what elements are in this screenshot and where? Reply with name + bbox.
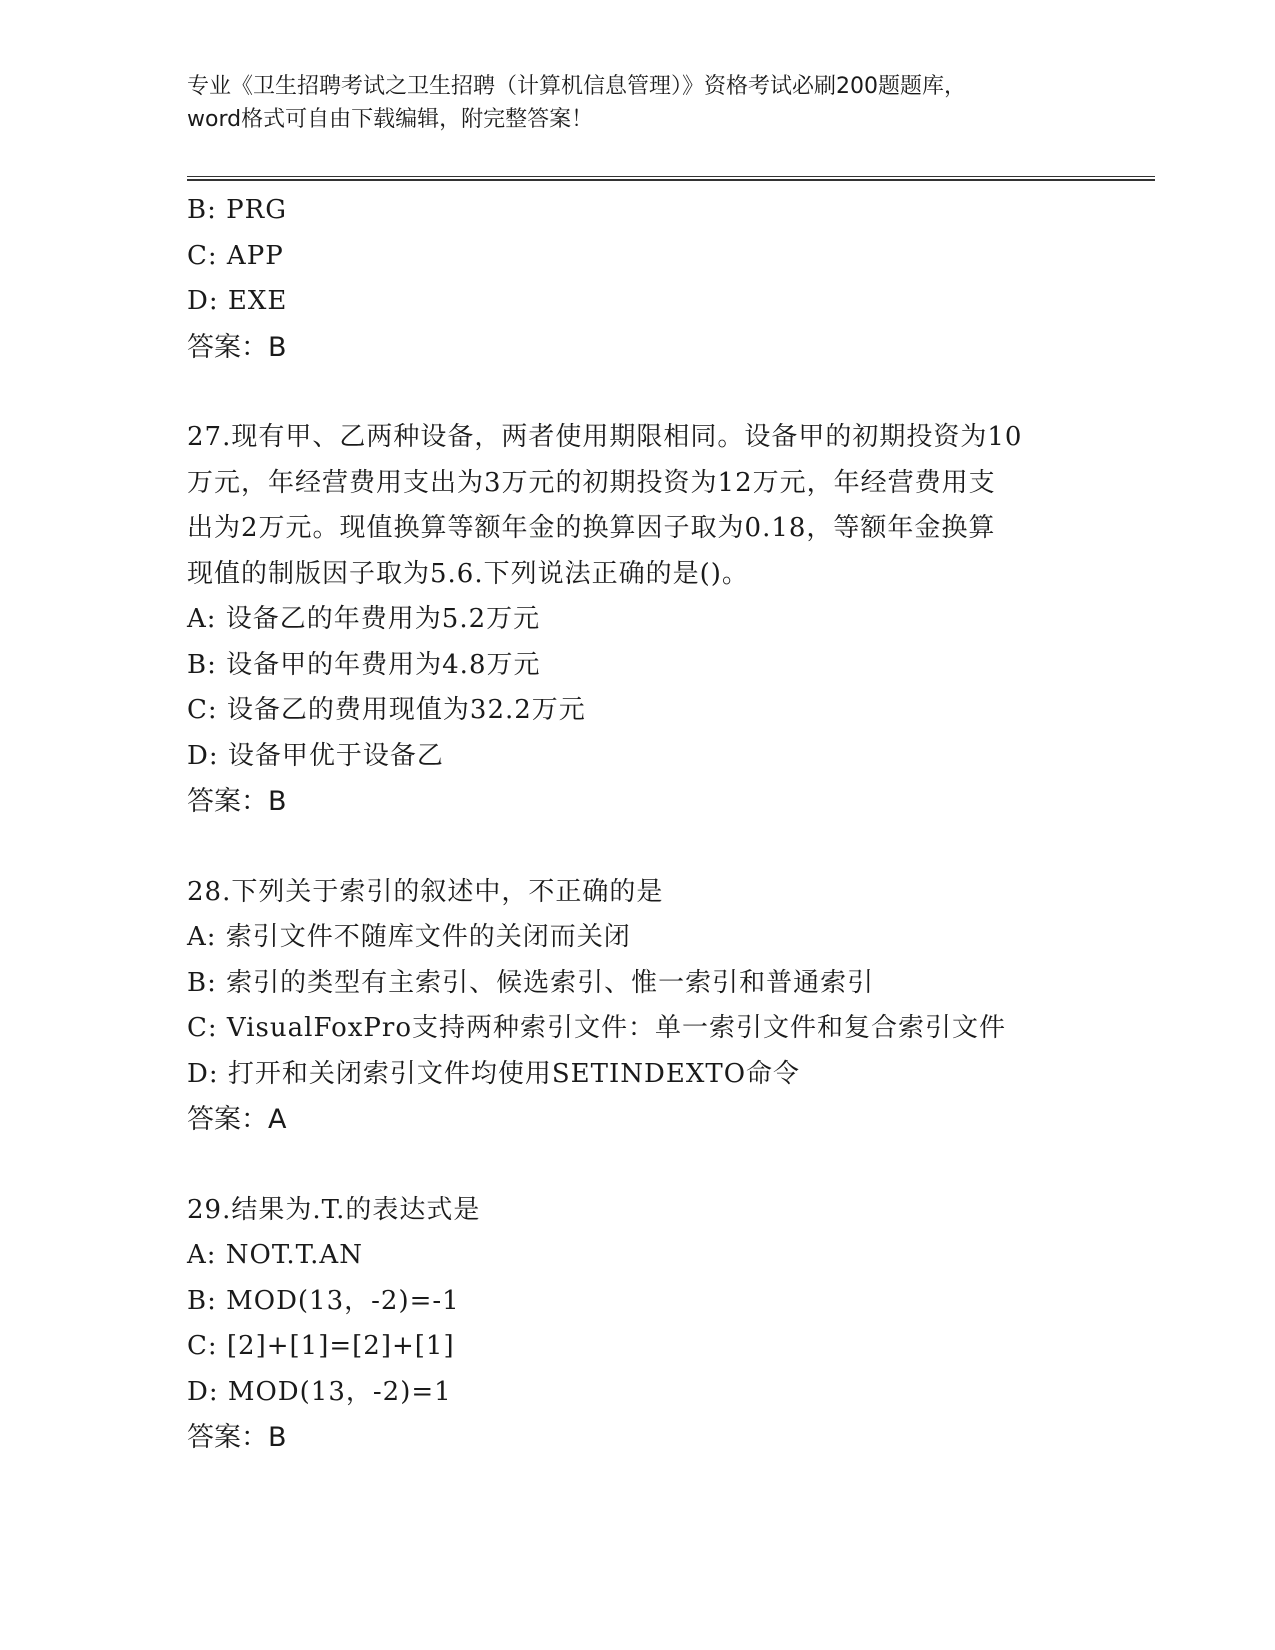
question-29 [187, 1188, 1087, 1461]
option-a: A: 设备乙的年费用为5.2万元 [187, 604, 541, 634]
option-c: C: APP [187, 240, 284, 271]
answer: 答案：B [187, 331, 287, 363]
option-b: B: 索引的类型有主索引、候选索引、惟一索引和普通索引 [187, 967, 875, 998]
question-stem-line: 29.结果为.T.的表达式是 [187, 1194, 481, 1225]
document-header [187, 70, 1087, 136]
option-c: C: VisualFoxPro支持两种索引文件：单一索引文件和复合索引文件 [187, 1013, 1006, 1043]
document-body [187, 188, 1087, 1461]
option-d: D: 设备甲优于设备乙 [187, 740, 444, 771]
question-stem-line: 出为2万元。现值换算等额年金的换算因子取为0.18，等额年金换算 [187, 513, 996, 543]
option-a: A: 索引文件不随库文件的关闭而关闭 [187, 922, 631, 952]
answer: 答案：B [187, 786, 287, 817]
header-divider [187, 176, 1155, 181]
answer: 答案：A [187, 1104, 287, 1135]
option-d: D: 打开和关闭索引文件均使用SETINDEXTO命令 [187, 1058, 801, 1089]
question-28 [187, 870, 1087, 1143]
option-d: D: EXE [187, 286, 288, 316]
option-b: B: 设备甲的年费用为4.8万元 [187, 649, 541, 680]
header-line-1: 专业《卫生招聘考试之卫生招聘（计算机信息管理）》资格考试必刷200题题库， [187, 74, 966, 99]
option-b: B: MOD(13，-2)=-1 [187, 1285, 460, 1316]
question-stem-line: 现值的制版因子取为5.6.下列说法正确的是()。 [187, 558, 749, 589]
option-d: D: MOD(13，-2)=1 [187, 1376, 452, 1407]
answer: 答案：B [187, 1422, 287, 1453]
option-c: C: [2]+[1]=[2]+[1] [187, 1331, 455, 1361]
question-stem-line: 27.现有甲、乙两种设备，两者使用期限相同。设备甲的初期投资为10 [187, 422, 1023, 452]
option-c: C: 设备乙的费用现值为32.2万元 [187, 695, 586, 725]
header-line-2: word格式可自由下载编辑，附完整答案！ [187, 107, 594, 132]
question-26-continued [187, 188, 1087, 370]
question-27 [187, 415, 1087, 825]
question-stem-line: 28.下列关于索引的叙述中，不正确的是 [187, 876, 664, 907]
question-stem-line: 万元，年经营费用支出为3万元的初期投资为12万元，年经营费用支 [187, 467, 996, 498]
option-b: B: PRG [187, 195, 287, 225]
option-a: A: NOT.T.AN [187, 1240, 363, 1270]
